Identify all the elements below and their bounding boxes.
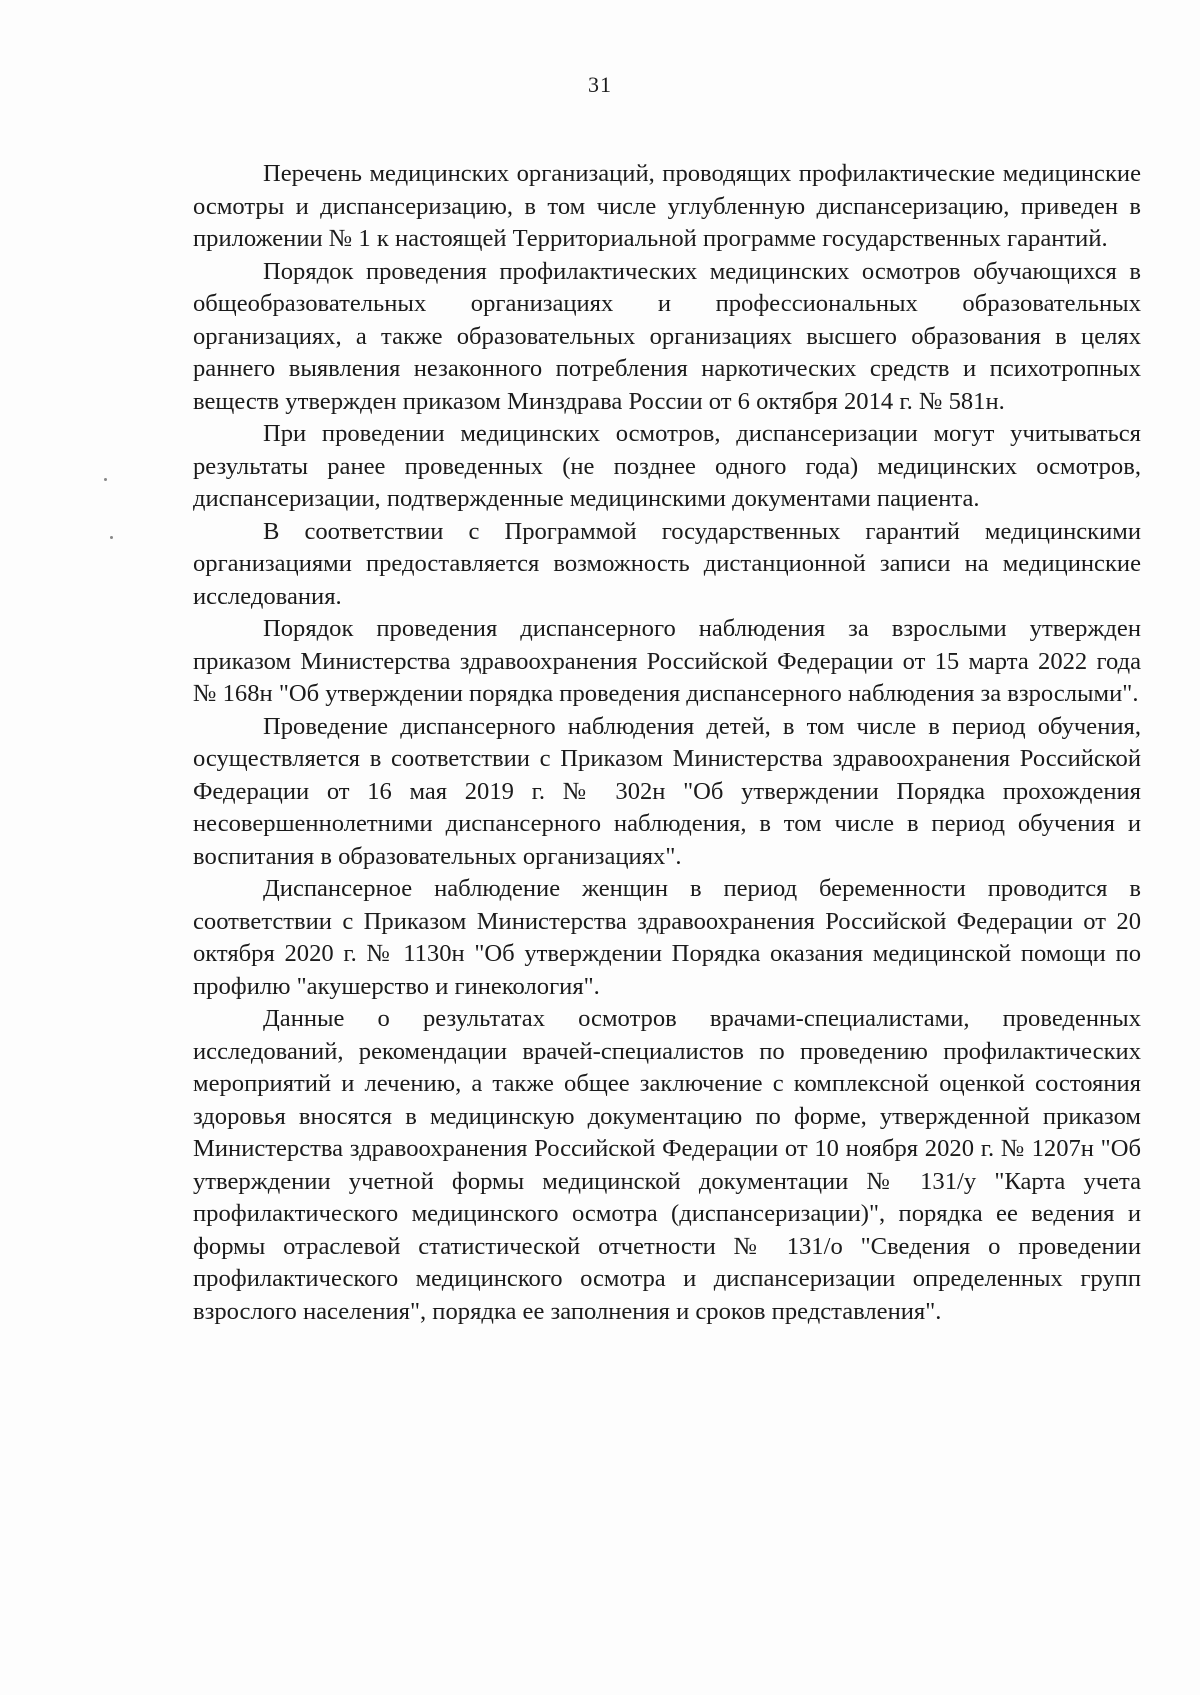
scan-speck xyxy=(110,536,113,539)
paragraph-students-examination-order: Порядок проведения профилактических медицинских осмотров обучающихся в общеобразовательных организациях и профессиональных образовательных организациях, а также образовательных организациях высшего образования в целях раннего выявления незаконного потребления наркотических средств и психотропных веществ утвержден приказом Минздрава России от 6 октября 2014 г. № 581н. xyxy=(193,257,1141,415)
paragraph-medical-organizations-list: Перечень медицинских организаций, проводящих профилактические медицинские осмотры и диспансеризацию, в том числе углубленную диспансеризацию, приведен в приложении № 1 к настоящей Территориальной программе государственных гарантий. xyxy=(193,160,1141,252)
paragraph-examination-data-records: Данные о результатах осмотров врачами-специалистами, проведенных исследований, рекомендации врачей-специалистов по проведению профилактических мероприятий и лечению, а также общее заключение с комплексной оценкой состояния здоровья вносятся в медицинскую документацию по форме, утвержденной приказом Министерства здравоохранения Российской Федерации от 10 ноября 2020 г. № 1207н "Об утверждении учетной формы медицинской документации № 131/у "Карта учета профилактического медицинского осмотра (диспансеризации)", порядка ее ведения и формы отраслевой статистической отчетности № 131/о "Сведения о проведении профилактического медицинского осмотра и диспансеризации определенных групп взрослого населения", порядка ее заполнения и сроков представления". xyxy=(193,1005,1141,1325)
paragraph-previous-results: При проведении медицинских осмотров, диспансеризации могут учитываться результаты ранее проведенных (не позднее одного года) медицинских осмотров, диспансеризации, подтвержденные медицинскими документами пациента. xyxy=(193,420,1141,512)
scan-speck xyxy=(104,478,107,481)
paragraph-pregnancy-observation: Диспансерное наблюдение женщин в период беременности проводится в соответствии с Приказом Министерства здравоохранения Российской Федерации от 20 октября 2020 г. № 1130н "Об утверждении Порядка оказания медицинской помощи по профилю "акушерство и гинекология". xyxy=(193,875,1141,1000)
paragraph-remote-booking: В соответствии с Программой государственных гарантий медицинскими организациями предоставляется возможность дистанционной записи на медицинские исследования. xyxy=(193,517,1141,610)
document-body xyxy=(193,158,1141,1328)
paragraph-adult-observation-order: Порядок проведения диспансерного наблюдения за взрослыми утвержден приказом Министерства здравоохранения Российской Федерации от 15 марта 2022 года № 168н "Об утверждении порядка проведения диспансерного наблюдения за взрослыми". xyxy=(193,615,1141,707)
paragraph-children-observation: Проведение диспансерного наблюдения детей, в том числе в период обучения, осуществляется в соответствии с Приказом Министерства здравоохранения Российской Федерации от 16 мая 2019 г. № 302н "Об утверждении Порядка прохождения несовершеннолетними диспансерного наблюдения, в том числе в период обучения и воспитания в образовательных организациях". xyxy=(193,712,1141,870)
page-number: 31 xyxy=(588,72,612,97)
